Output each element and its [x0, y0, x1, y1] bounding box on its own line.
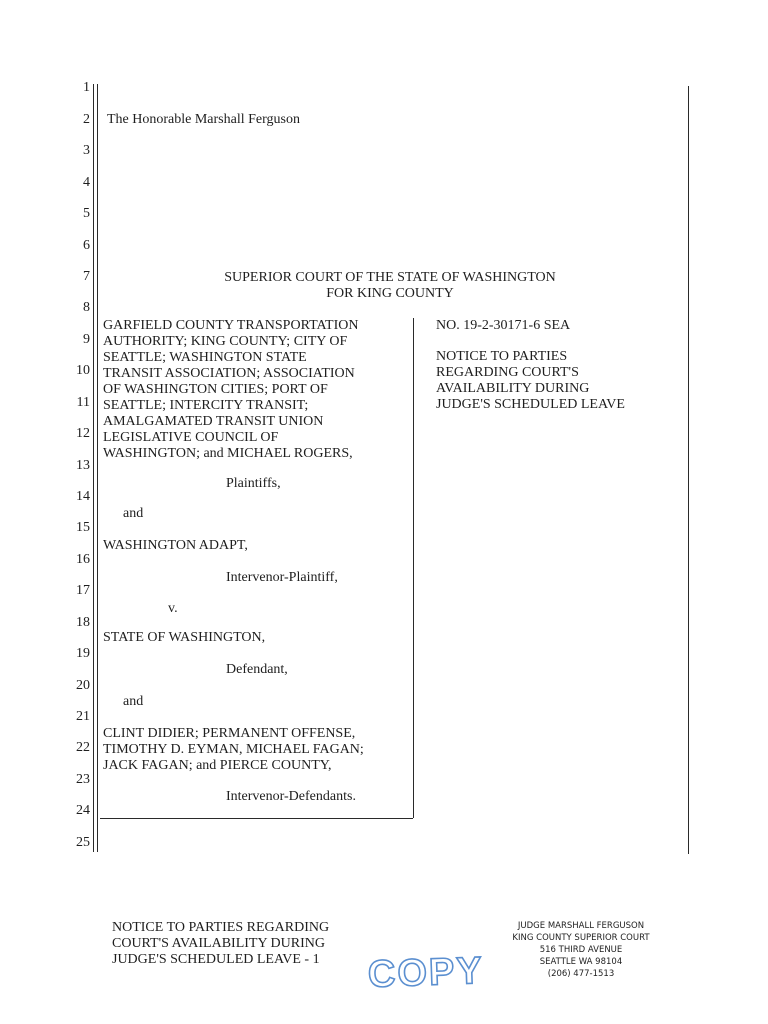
plaintiffs-names: GARFIELD COUNTY TRANSPORTATION AUTHORITY; KING COUNTY; CITY OF SEATTLE; WASHINGTON STATE TRANSIT ASSOCIATION; ASSOCIATION OF WASHINGTON CITIES; PORT OF SEATTLE; INTERCITY TRANSIT; AMALGAMATED TRANSIT UNION LEGISLATIVE COUNCIL OF WASHINGTON; and MICHAEL ROGERS,: [103, 318, 359, 461]
conjunction-and: and: [123, 694, 144, 709]
intervenor-defendants-names: CLINT DIDIER; PERMANENT OFFENSE, TIMOTHY D. EYMAN, MICHAEL FAGAN; JACK FAGAN; and PIERCE COUNTY,: [103, 726, 364, 773]
line-number: 15: [76, 520, 90, 535]
footer-document-title: NOTICE TO PARTIES REGARDING COURT'S AVAILABILITY DURING JUDGE'S SCHEDULED LEAVE - 1: [112, 920, 330, 967]
line-number: 14: [76, 489, 90, 504]
caption-divider-horizontal: [100, 818, 413, 819]
caption-divider-vertical: [413, 318, 414, 818]
intervenor-defendants-role: Intervenor-Defendants.: [226, 789, 356, 804]
line-number: 24: [76, 803, 90, 818]
defendant-role: Defendant,: [226, 662, 288, 677]
line-number: 19: [76, 646, 90, 661]
court-county: FOR KING COUNTY: [326, 286, 454, 301]
line-number: 10: [76, 363, 90, 378]
line-number: 7: [83, 269, 90, 284]
line-number: 12: [76, 426, 90, 441]
line-number: 13: [76, 458, 90, 473]
line-number: 22: [76, 740, 90, 755]
copy-stamp: COPY: [367, 949, 485, 997]
court-name: SUPERIOR COURT OF THE STATE OF WASHINGTON: [224, 270, 556, 285]
line-number: 8: [83, 300, 90, 315]
intervenor-plaintiff-role: Intervenor-Plaintiff,: [226, 570, 338, 585]
line-number: 25: [76, 835, 90, 850]
judge-header: The Honorable Marshall Ferguson: [107, 112, 300, 127]
line-number: 2: [83, 112, 90, 127]
case-number: NO. 19-2-30171-6 SEA: [436, 318, 571, 333]
footer-court-address: JUDGE MARSHALL FERGUSON KING COUNTY SUPERIOR COURT 516 THIRD AVENUE SEATTLE WA 98104 (206) 477-1513: [512, 921, 650, 979]
line-number: 6: [83, 238, 90, 253]
intervenor-plaintiff-name: WASHINGTON ADAPT,: [103, 538, 248, 553]
plaintiffs-role: Plaintiffs,: [226, 476, 281, 491]
conjunction-and: and: [123, 506, 144, 521]
line-number: 5: [83, 206, 90, 221]
document-title: NOTICE TO PARTIES REGARDING COURT'S AVAILABILITY DURING JUDGE'S SCHEDULED LEAVE: [436, 349, 625, 412]
line-number: 16: [76, 552, 90, 567]
line-number: 21: [76, 709, 90, 724]
line-number: 23: [76, 772, 90, 787]
line-number: 1: [83, 80, 90, 95]
versus: v.: [168, 601, 178, 616]
line-number: 20: [76, 678, 90, 693]
line-number: 4: [83, 175, 90, 190]
line-number: 11: [76, 395, 90, 410]
left-margin-rule-inner: [97, 84, 98, 852]
left-margin-rule-outer: [93, 84, 94, 852]
line-number: 18: [76, 615, 90, 630]
line-number: 17: [76, 583, 90, 598]
line-number: 3: [83, 143, 90, 158]
right-margin-rule: [688, 86, 689, 854]
defendant-name: STATE OF WASHINGTON,: [103, 630, 266, 645]
line-number: 9: [83, 332, 90, 347]
